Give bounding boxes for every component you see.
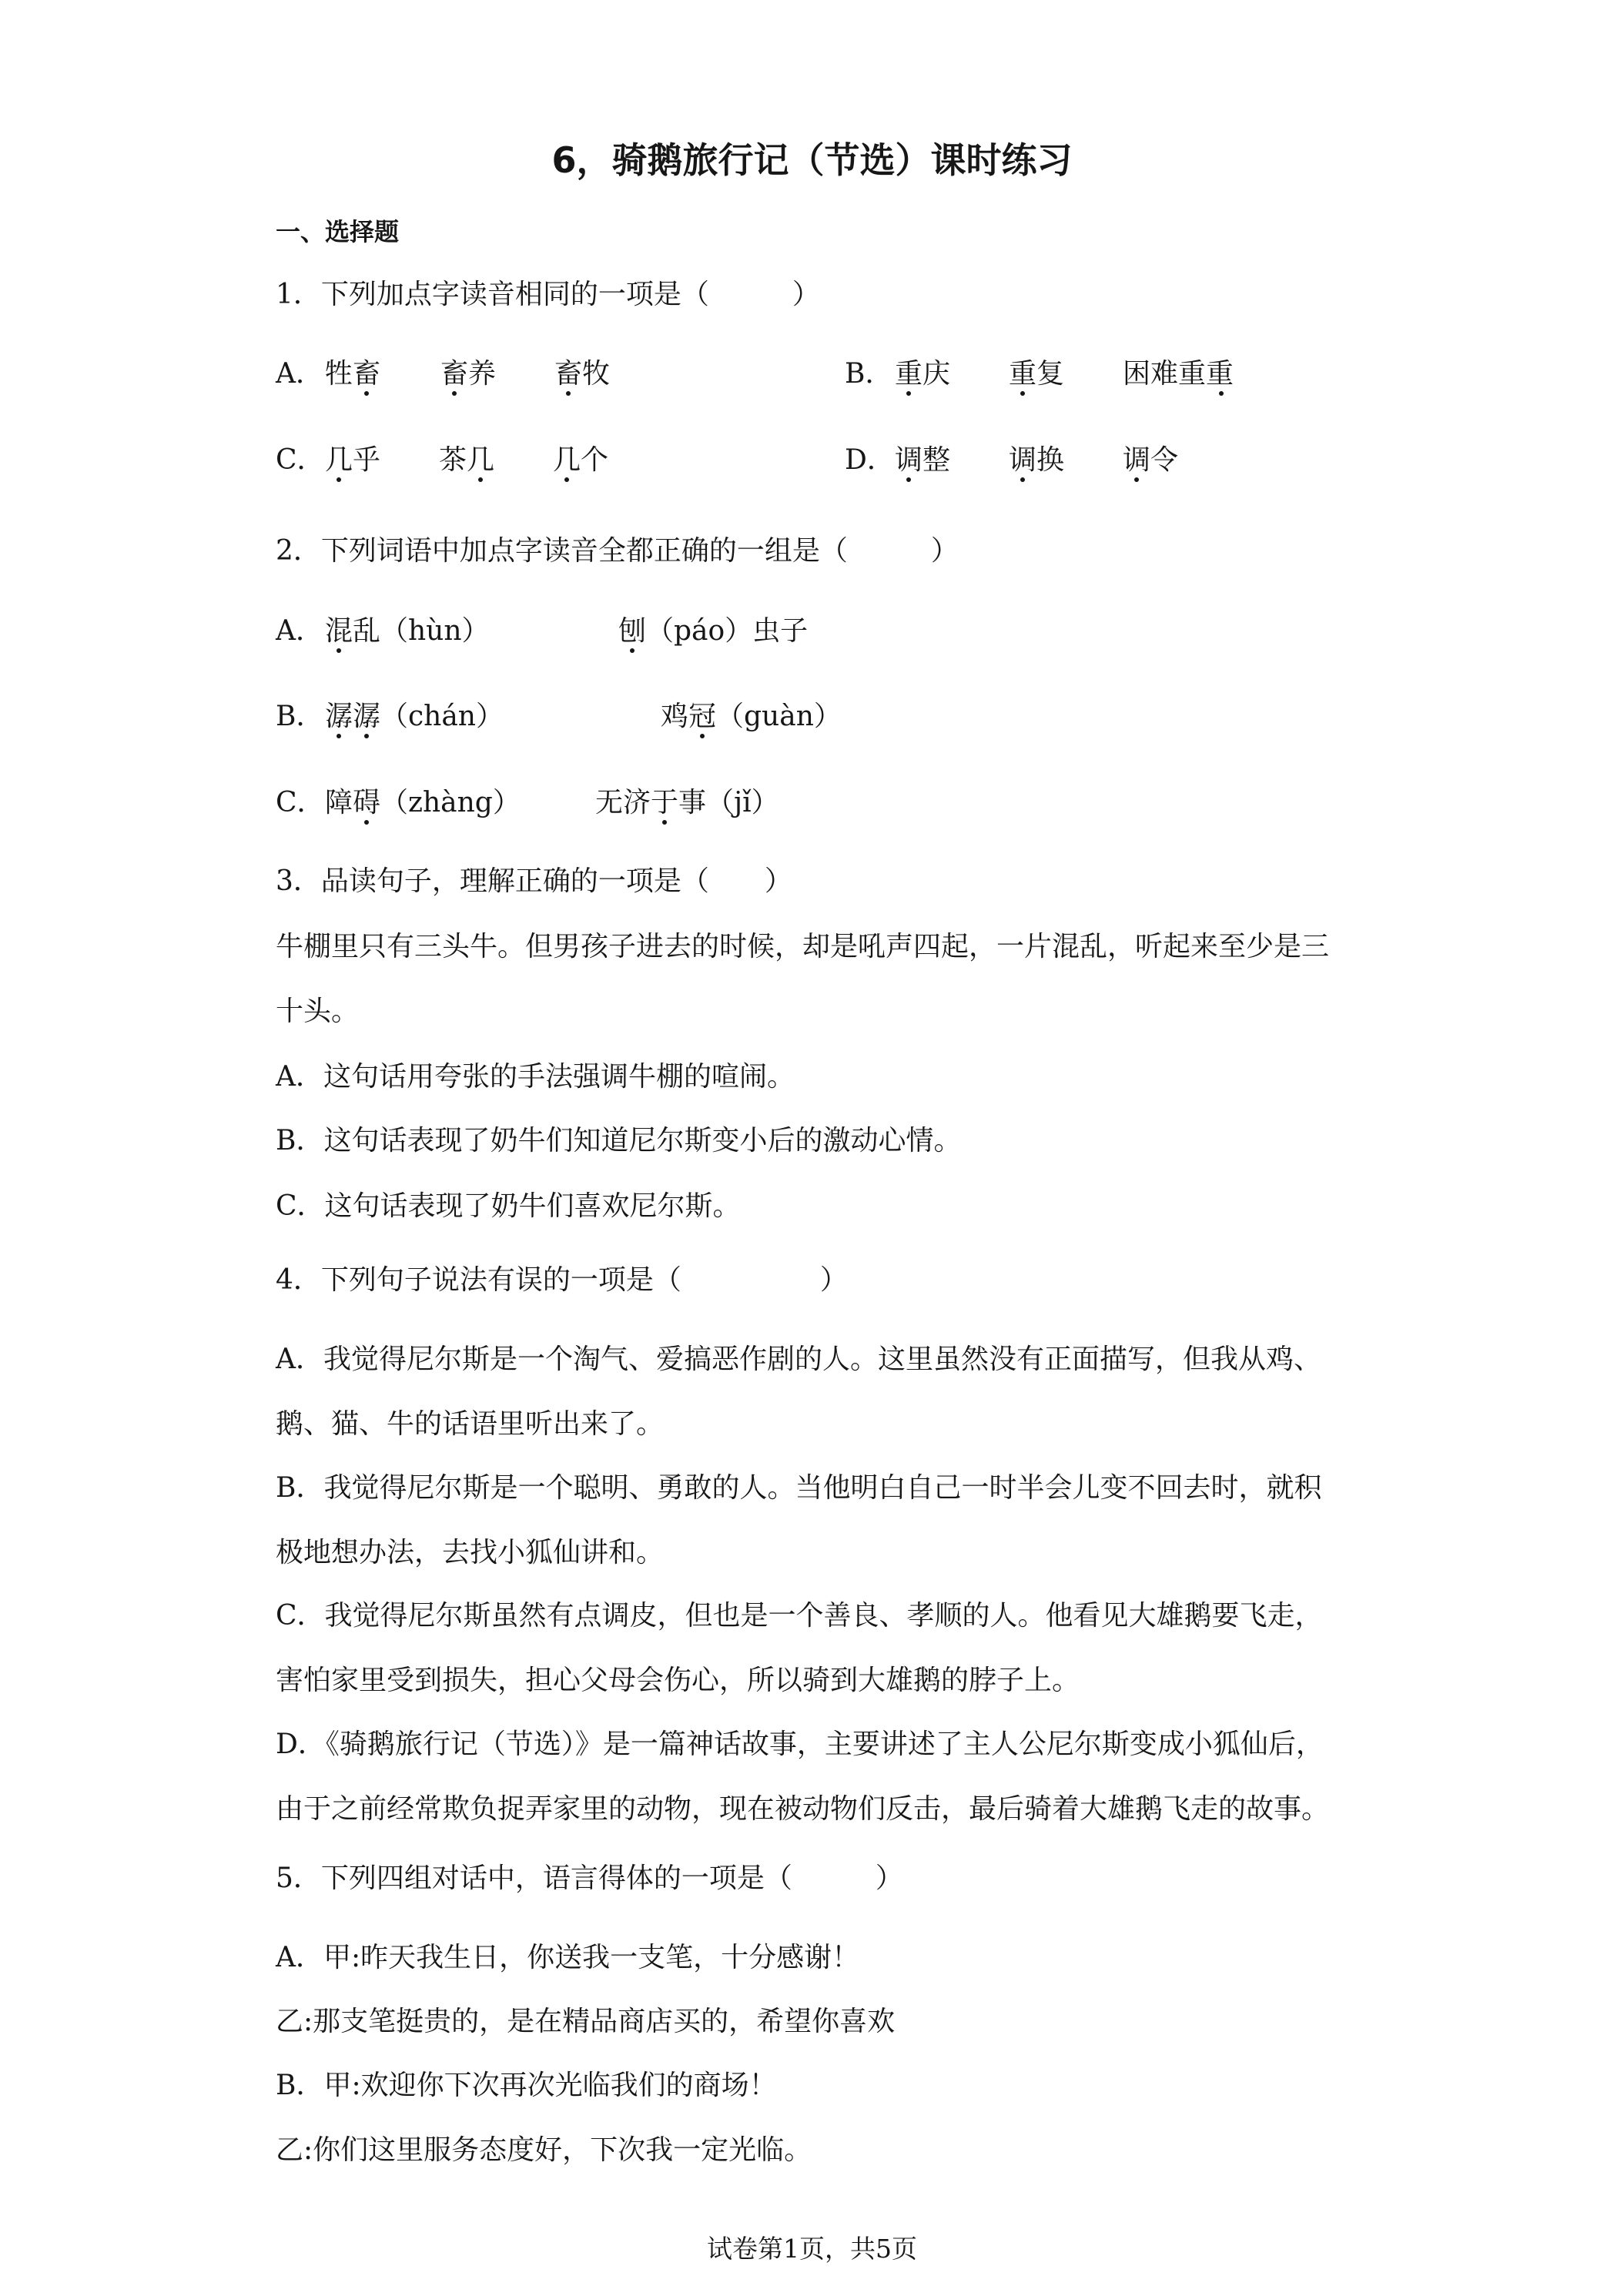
- q2-option-c-word-2: 无济于事（jǐ）: [595, 787, 779, 818]
- q1-option-b-word-1: 重庆: [895, 358, 951, 390]
- q5-option-a-line-2: 乙:那支笔挺贵的，是在精品商店买的，希望你喜欢: [276, 2006, 896, 2037]
- emphasis-dot: [630, 648, 635, 653]
- q3-passage-line-1: 牛棚里只有三头牛。但男孩子进去的时候，却是吼声四起，一片混乱，听起来至少是三: [276, 931, 1330, 962]
- emphasis-dot: [337, 734, 341, 738]
- q1-option-c-prefix: C．: [276, 444, 325, 476]
- q1-option-d-prefix: D．: [845, 444, 895, 476]
- emphasis-dot: [364, 391, 369, 396]
- page-title: 6，骑鹅旅行记（节选）课时练习: [551, 139, 1073, 181]
- q3-passage-line-2: 十头。: [276, 996, 360, 1027]
- q3-option-b: B．这句话表现了奶牛们知道尼尔斯变小后的激动心情。: [276, 1125, 962, 1156]
- q4-option-b-line-2: 极地想办法，去找小狐仙讲和。: [276, 1537, 665, 1568]
- emphasis-dot: [906, 391, 911, 396]
- q2-option-c-word-1: 障碍（zhàng）: [325, 787, 521, 818]
- emphasis-dot: [1219, 391, 1224, 396]
- q1-option-c-word-1: 几乎: [325, 444, 381, 476]
- q1-option-a-word-2: 畜养: [440, 358, 497, 390]
- question-3-stem: 3．品读句子，理解正确的一项是（ ）: [276, 865, 792, 897]
- q4-option-d-line-1: D．《骑鹅旅行记（节选）》是一篇神话故事，主要讲述了主人公尼尔斯变成小狐仙后，: [276, 1729, 1324, 1760]
- q1-option-c-word-2: 茶几: [439, 444, 495, 476]
- q2-option-a-word-1: 混乱（hùn）: [325, 615, 490, 647]
- emphasis-dot: [1134, 477, 1139, 482]
- emphasis-dot: [337, 648, 341, 653]
- q2-option-a-word-2: 刨（páo）虫子: [618, 615, 809, 647]
- q2-option-b-prefix: B．: [276, 701, 324, 732]
- q3-option-a: A．这句话用夸张的手法强调牛棚的喧闹。: [276, 1061, 795, 1093]
- q4-option-a-line-1: A．我觉得尼尔斯是一个淘气、爱搞恶作剧的人。这里虽然没有正面描写，但我从鸡、: [276, 1344, 1321, 1375]
- q1-option-b-word-2: 重复: [1009, 358, 1065, 390]
- emphasis-dot: [478, 477, 483, 482]
- q4-option-d-line-2: 由于之前经常欺负捉弄家里的动物，现在被动物们反击，最后骑着大雄鹅飞走的故事。: [276, 1793, 1330, 1825]
- emphasis-dot: [337, 477, 341, 482]
- emphasis-dot: [662, 820, 667, 825]
- emphasis-dot: [1020, 477, 1025, 482]
- q1-option-d-word-3: 调令: [1123, 444, 1179, 476]
- q1-option-d-word-1: 调整: [895, 444, 951, 476]
- emphasis-dot: [452, 391, 457, 396]
- q1-option-b-prefix: B．: [845, 358, 893, 390]
- q4-option-c-line-2: 害怕家里受到损失，担心父母会伤心，所以骑到大雄鹅的脖子上。: [276, 1665, 1080, 1696]
- q1-option-b-word-3: 困难重重: [1123, 358, 1234, 390]
- q4-option-a-line-2: 鹅、猫、牛的话语里听出来了。: [276, 1408, 665, 1440]
- q4-option-b-line-1: B．我觉得尼尔斯是一个聪明、勇敢的人。当他明白自己一时半会儿变不回去时，就积: [276, 1472, 1322, 1504]
- emphasis-dot: [564, 477, 569, 482]
- q2-option-b-word-1: 潺潺（chán）: [325, 701, 504, 732]
- q1-option-a-word-1: 牲畜: [325, 358, 381, 390]
- q5-option-a-line-1: A．甲:昨天我生日，你送我一支笔，十分感谢！: [276, 1942, 860, 1973]
- q5-option-b-line-1: B．甲:欢迎你下次再次光临我们的商场！: [276, 2070, 777, 2101]
- q3-option-c: C．这句话表现了奶牛们喜欢尼尔斯。: [276, 1190, 741, 1222]
- emphasis-dot: [700, 734, 705, 738]
- question-2-stem: 2．下列词语中加点字读音全都正确的一组是（ ）: [276, 535, 959, 567]
- emphasis-dot: [364, 734, 369, 738]
- q1-option-a-prefix: A．: [276, 358, 323, 390]
- q2-option-a-prefix: A．: [276, 615, 323, 647]
- emphasis-dot: [1020, 391, 1025, 396]
- emphasis-dot: [906, 477, 911, 482]
- q2-option-c-prefix: C．: [276, 787, 325, 818]
- question-1-stem: 1．下列加点字读音相同的一项是（ ）: [276, 279, 820, 310]
- q5-option-b-line-2: 乙:你们这里服务态度好，下次我一定光临。: [276, 2134, 812, 2166]
- page-footer: 试卷第1页，共5页: [707, 2234, 917, 2264]
- q1-option-a-word-3: 畜牧: [554, 358, 611, 390]
- q2-option-b-word-2: 鸡冠（guàn）: [661, 701, 842, 732]
- question-5-stem: 5．下列四组对话中，语言得体的一项是（ ）: [276, 1863, 903, 1894]
- question-4-stem: 4．下列句子说法有误的一项是（ ）: [276, 1264, 848, 1296]
- emphasis-dot: [566, 391, 571, 396]
- emphasis-dot: [364, 820, 369, 825]
- q4-option-c-line-1: C．我觉得尼尔斯虽然有点调皮，但也是一个善良、孝顺的人。他看见大雄鹅要飞走，: [276, 1600, 1323, 1632]
- section-heading: 一、选择题: [276, 217, 400, 246]
- q1-option-c-word-3: 几个: [553, 444, 609, 476]
- q1-option-d-word-2: 调换: [1009, 444, 1065, 476]
